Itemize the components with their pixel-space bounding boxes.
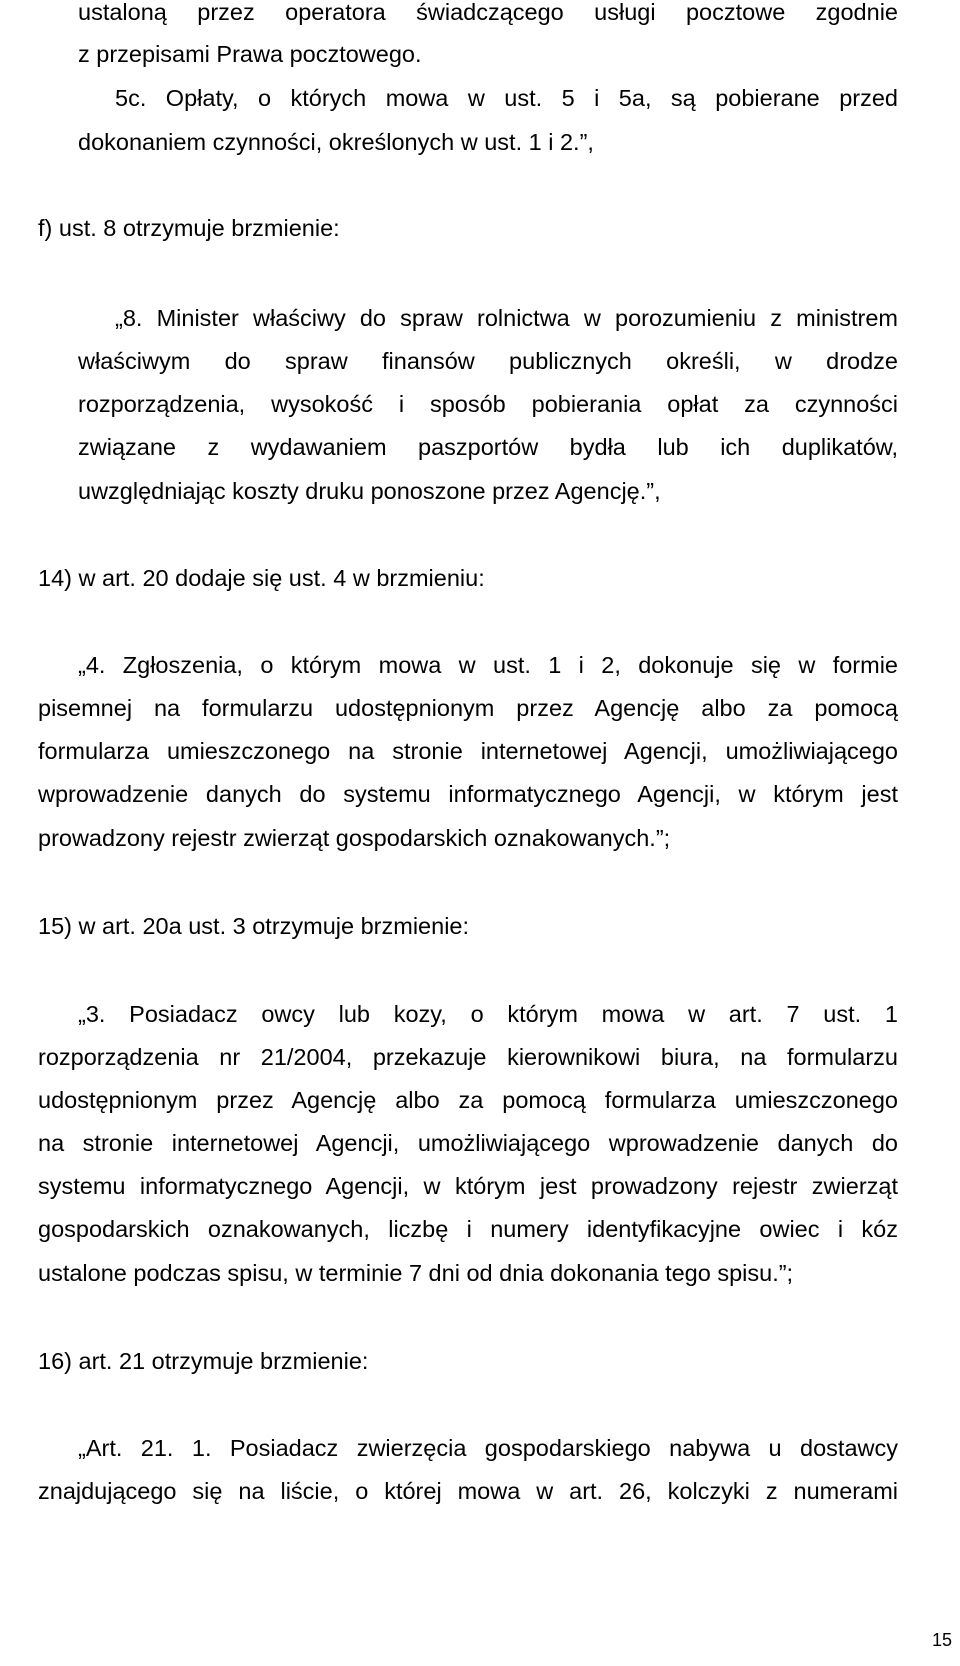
list-item-heading: 16) art. 21 otrzymuje brzmienie:	[38, 1348, 369, 1374]
text-line: systemu informatycznego Agencji, w którym jest prowadzony rejestr zwierząt	[38, 1173, 898, 1199]
text-line: ustaloną przez operatora świadczącego usługi pocztowe zgodnie	[78, 0, 898, 25]
list-item-heading: 14) w art. 20 dodaje się ust. 4 w brzmieniu:	[38, 565, 485, 591]
list-item-heading: f) ust. 8 otrzymuje brzmienie:	[38, 215, 340, 241]
text-line: 5c. Opłaty, o których mowa w ust. 5 i 5a, są pobierane przed	[115, 85, 898, 111]
text-line: na stronie internetowej Agencji, umożliwiającego wprowadzenie danych do	[38, 1130, 898, 1156]
text-line: gospodarskich oznakowanych, liczbę i numery identyfikacyjne owiec i kóz	[38, 1216, 898, 1242]
text-line: pisemnej na formularzu udostępnionym przez Agencję albo za pomocą	[38, 695, 898, 721]
text-line: z przepisami Prawa pocztowego.	[78, 41, 422, 67]
text-line: prowadzony rejestr zwierząt gospodarskich oznakowanych.”;	[38, 825, 671, 851]
text-line: uwzględniając koszty druku ponoszone przez Agencję.”,	[78, 478, 661, 504]
text-line: znajdującego się na liście, o której mowa w art. 26, kolczyki z numerami	[38, 1478, 898, 1504]
page-number: 15	[931, 1630, 952, 1650]
text-line: „3. Posiadacz owcy lub kozy, o którym mowa w art. 7 ust. 1	[78, 1001, 898, 1027]
text-line: „8. Minister właściwy do spraw rolnictwa w porozumieniu z ministrem	[115, 305, 898, 331]
text-line: „Art. 21. 1. Posiadacz zwierzęcia gospodarskiego nabywa u dostawcy	[78, 1435, 898, 1461]
text-line: „4. Zgłoszenia, o którym mowa w ust. 1 i 2, dokonuje się w formie	[78, 652, 898, 678]
text-line: udostępnionym przez Agencję albo za pomocą formularza umieszczonego	[38, 1087, 898, 1113]
text-line: rozporządzenia nr 21/2004, przekazuje kierownikowi biura, na formularzu	[38, 1044, 898, 1070]
text-line: ustalone podczas spisu, w terminie 7 dni od dnia dokonania tego spisu.”;	[38, 1260, 794, 1286]
text-line: wprowadzenie danych do systemu informatycznego Agencji, w którym jest	[38, 781, 898, 807]
text-line: właściwym do spraw finansów publicznych określi, w drodze	[78, 348, 898, 374]
text-line: formularza umieszczonego na stronie internetowej Agencji, umożliwiającego	[38, 738, 898, 764]
list-item-heading: 15) w art. 20a ust. 3 otrzymuje brzmienie:	[38, 913, 470, 939]
text-line: rozporządzenia, wysokość i sposób pobierania opłat za czynności	[78, 391, 898, 417]
text-line: związane z wydawaniem paszportów bydła lub ich duplikatów,	[78, 434, 898, 460]
text-line: dokonaniem czynności, określonych w ust. 1 i 2.”,	[78, 129, 594, 155]
